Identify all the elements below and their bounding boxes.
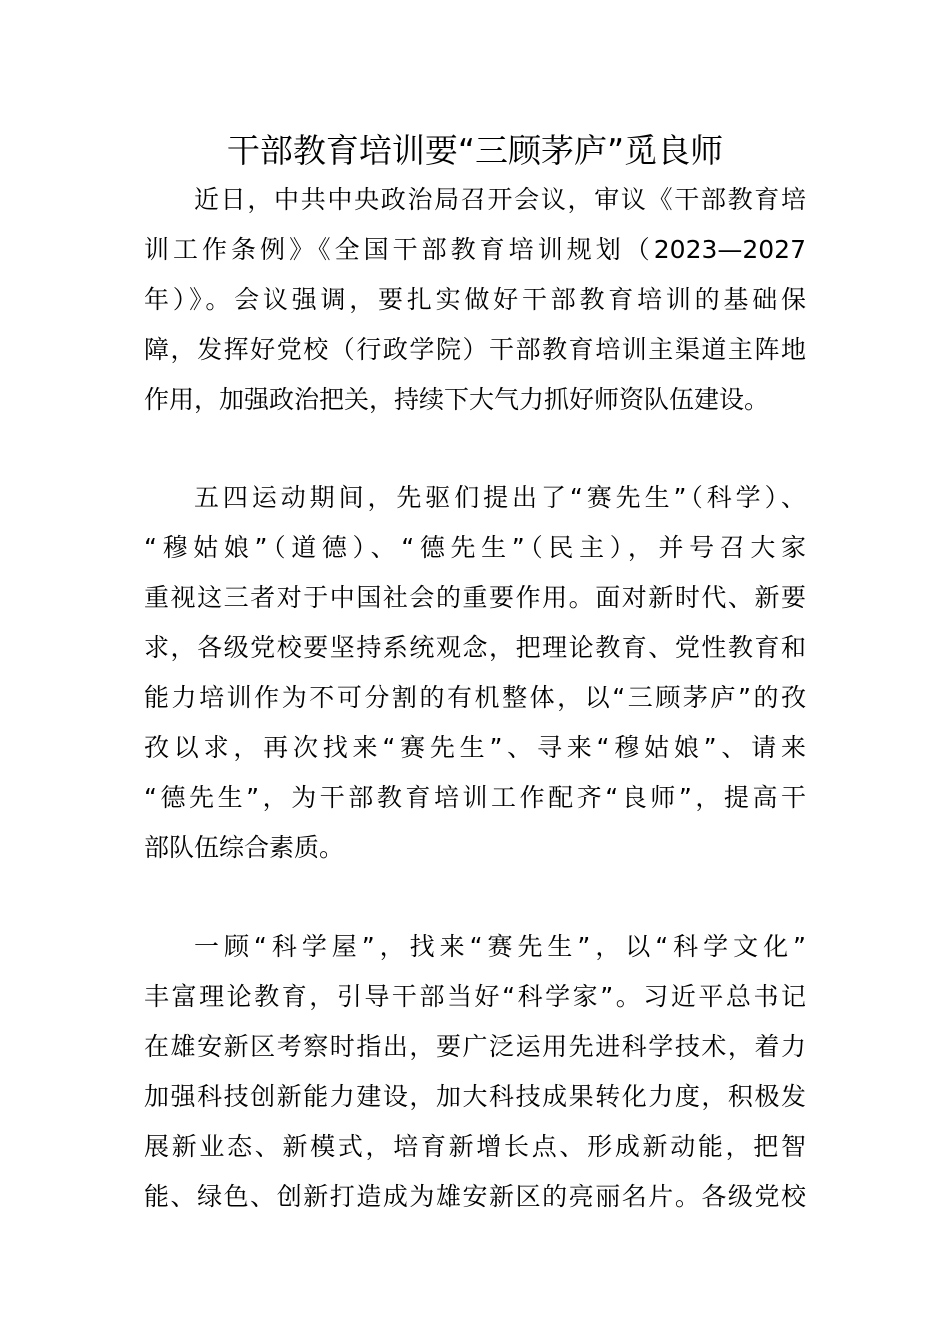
paragraph-line: 年）》。会议强调，要扎实做好干部教育培训的基础保 [144, 285, 806, 314]
paragraph-line: 五四运动期间，先驱们提出了“赛先生”（科学）、 [194, 483, 806, 512]
paragraph-line: 作用，加强政治把关，持续下大气力抓好师资队伍建设。 [144, 385, 770, 414]
paragraph-line: 加强科技创新能力建设，加大科技成果转化力度，积极发 [144, 1082, 806, 1111]
paragraph-line: 丰富理论教育，引导干部当好“科学家”。习近平总书记 [144, 982, 806, 1011]
paragraph-line: 一顾“科学屋”，找来“赛先生”，以“科学文化” [194, 932, 806, 961]
paragraph-2 [144, 473, 806, 873]
document-title: 干部教育培训要“三顾茅庐”觅良师 [226, 131, 724, 170]
paragraph-line: 求，各级党校要坚持系统观念，把理论教育、党性教育和 [144, 633, 806, 662]
paragraph-line: 训工作条例》《全国干部教育培训规划（2023—2027 [144, 235, 806, 264]
paragraph-line: 重视这三者对于中国社会的重要作用。面对新时代、新要 [144, 583, 806, 612]
paragraph-line: 在雄安新区考察时指出，要广泛运用先进科学技术，着力 [144, 1032, 806, 1061]
paragraph-line: 障，发挥好党校（行政学院）干部教育培训主渠道主阵地 [144, 335, 806, 364]
paragraph-1 [144, 175, 806, 425]
paragraph-line: 能力培训作为不可分割的有机整体，以“三顾茅庐”的孜 [144, 683, 806, 712]
paragraph-line: 能、绿色、创新打造成为雄安新区的亮丽名片。各级党校 [144, 1182, 806, 1211]
paragraph-line: “穆姑娘”（道德）、“德先生”（民主），并号召大家 [144, 533, 806, 562]
paragraph-line: 近日，中共中央政治局召开会议，审议《干部教育培 [194, 185, 806, 214]
paragraph-line: “德先生”，为干部教育培训工作配齐“良师”，提高干 [144, 783, 806, 812]
paragraph-line: 孜以求，再次找来“赛先生”、寻来“穆姑娘”、请来 [144, 733, 806, 762]
paragraph-3 [144, 922, 806, 1222]
paragraph-line: 部队伍综合素质。 [144, 833, 345, 862]
paragraph-line: 展新业态、新模式，培育新增长点、形成新动能，把智 [144, 1132, 806, 1161]
